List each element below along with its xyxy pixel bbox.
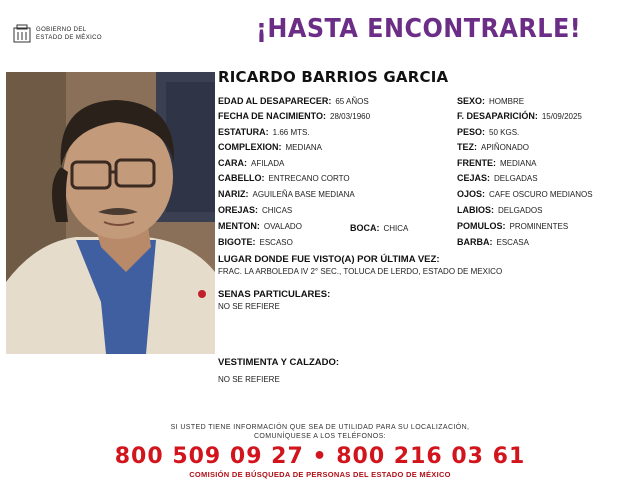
detail-label: MENTON: [218, 221, 260, 231]
detail-disappearance-date [457, 111, 582, 121]
headline: ¡HASTA ENCONTRARLE! [256, 14, 582, 44]
phone-number-2[interactable]: 800 216 03 61 [336, 444, 526, 469]
clothing-label: VESTIMENTA Y CALZADO: [218, 357, 340, 368]
detail-label: PESO: [457, 127, 486, 137]
detail-value: CHICAS [262, 206, 293, 215]
logo-text-line2: ESTADO DE MÉXICO [36, 35, 102, 41]
detail-value: ENTRECANO CORTO [268, 174, 350, 183]
detail-age [218, 96, 369, 106]
detail-mouth [350, 223, 408, 233]
detail-forehead [457, 158, 536, 168]
detail-value: 1.66 MTS. [272, 128, 310, 137]
footer-note-line1: SI USTED TIENE INFORMACIÓN QUE SEA DE UTILIDAD PARA SU LOCALIZACIÓN, [170, 424, 470, 431]
detail-mustache [218, 237, 293, 247]
agency-name: COMISIÓN DE BÚSQUEDA DE PERSONAS DEL ESTADO DE MÉXICO [189, 470, 451, 479]
detail-label: COMPLEXION: [218, 142, 282, 152]
clothing-value: NO SE REFIERE [218, 375, 280, 384]
detail-nose [218, 189, 355, 199]
detail-value: PROMINENTES [509, 222, 569, 231]
detail-weight [457, 127, 519, 137]
phone-number-1[interactable]: 800 509 09 27 [114, 444, 304, 469]
detail-label: FECHA DE NACIMIENTO: [218, 111, 326, 121]
detail-label: SEXO: [457, 96, 486, 106]
last-seen-value: FRAC. LA ARBOLEDA IV 2° SEC., TOLUCA DE LERDO, ESTADO DE MEXICO [218, 267, 503, 276]
detail-eyebrows [457, 173, 538, 183]
marks-value: NO SE REFIERE [218, 302, 280, 311]
detail-lips [457, 205, 542, 215]
detail-value: OVALADO [263, 222, 302, 231]
detail-label: TEZ: [457, 142, 477, 152]
detail-label: BIGOTE: [218, 237, 256, 247]
detail-value: ESCASO [259, 238, 293, 247]
detail-value: DELGADOS [498, 206, 543, 215]
detail-eyes [457, 189, 593, 199]
phone-numbers [0, 444, 640, 469]
detail-build [218, 142, 322, 152]
footer-note-line2: COMUNÍQUESE A LOS TELÉFONOS: [253, 433, 387, 440]
detail-chin [218, 221, 302, 231]
state-emblem-icon [12, 24, 32, 44]
detail-value: MEDIANA [500, 159, 537, 168]
last-seen-label: LUGAR DONDE FUE VISTO(A) POR ÚLTIMA VEZ: [218, 254, 440, 265]
detail-label: OJOS: [457, 189, 486, 199]
detail-value: APIÑONADO [481, 143, 530, 152]
detail-label: BARBA: [457, 237, 493, 247]
detail-value: AFILADA [251, 159, 285, 168]
detail-value: HOMBRE [489, 97, 525, 106]
detail-label: F. DESAPARICIÓN: [457, 111, 538, 121]
detail-label: EDAD AL DESAPARECER: [218, 96, 332, 106]
phone-separator: • [312, 444, 328, 469]
detail-complexion [457, 142, 529, 152]
detail-ears [218, 205, 292, 215]
detail-height [218, 127, 310, 137]
detail-label: CARA: [218, 158, 247, 168]
detail-face [218, 158, 284, 168]
detail-label: CEJAS: [457, 173, 491, 183]
detail-value: 28/03/1960 [330, 112, 371, 121]
detail-value: 15/09/2025 [541, 112, 582, 121]
detail-cheekbones [457, 221, 568, 231]
detail-label: FRENTE: [457, 158, 496, 168]
detail-birthdate [218, 111, 370, 121]
detail-value: CAFE OSCURO MEDIANOS [489, 190, 593, 199]
detail-label: POMULOS: [457, 221, 506, 231]
detail-label: CABELLO: [218, 173, 265, 183]
detail-value: AGUILEÑA BASE MEDIANA [252, 190, 355, 199]
detail-label: BOCA: [350, 223, 380, 233]
detail-value: CHICA [383, 224, 409, 233]
detail-sex [457, 96, 524, 106]
detail-value: 65 AÑOS [335, 97, 369, 106]
detail-value: DELGADAS [494, 174, 538, 183]
detail-hair [218, 173, 350, 183]
detail-label: ESTATURA: [218, 127, 269, 137]
government-logo [12, 24, 122, 46]
detail-label: OREJAS: [218, 205, 259, 215]
detail-value: ESCASA [496, 238, 529, 247]
marks-label: SENAS PARTICULARES: [218, 289, 331, 300]
detail-value: MEDIANA [285, 143, 322, 152]
detail-value: 50 KGS. [489, 128, 520, 137]
person-name: RICARDO BARRIOS GARCIA [218, 68, 449, 86]
detail-label: LABIOS: [457, 205, 494, 215]
missing-person-photo [6, 72, 215, 354]
detail-beard [457, 237, 529, 247]
detail-label: NARIZ: [218, 189, 249, 199]
logo-text-line1: GOBIERNO DEL [36, 27, 87, 33]
